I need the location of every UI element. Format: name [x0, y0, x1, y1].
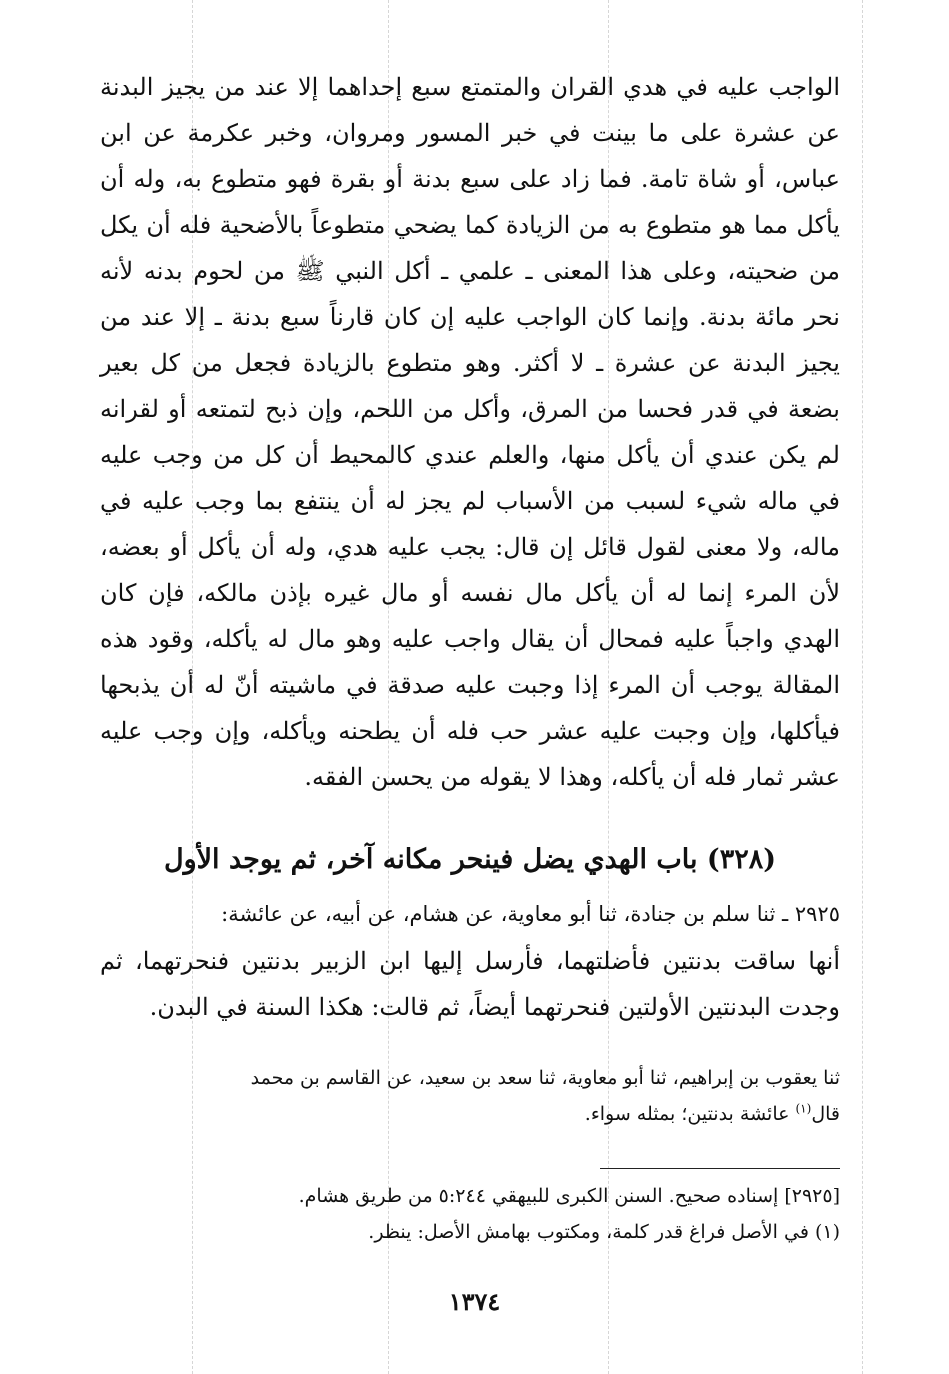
footnote-1: (١) في الأصل فراغ قدر كلمة، ومكتوب بهامش الأصل: ينظر. — [368, 1221, 840, 1243]
footnotes — [100, 1178, 840, 1250]
scan-guide-line — [862, 0, 863, 1374]
hadith-matn: أنها ساقت بدنتين فأضلتهما، فأرسل إليها ابن الزبير بدنتين فنحرتهما، ثم وجدت البدنتين الأولتين فنحرتهما أيضاً، ثم قالت: هكذا السنة في البدن. — [100, 947, 840, 1021]
footnote-separator — [600, 1168, 840, 1169]
chain-line-1: ثنا يعقوب بن إبراهيم، ثنا أبو معاوية، ثنا سعد بن سعيد، عن القاسم بن محمد — [250, 1067, 840, 1089]
footnote-marker: (١) — [795, 1101, 812, 1116]
secondary-chain — [100, 1060, 840, 1132]
footnote-takhrij: [٢٩٢٥] إسناده صحيح. السنن الكبرى للبيهقي ٥:٢٤٤ من طريق هشام. — [298, 1185, 840, 1207]
hadith-isnad: ٢٩٢٥ ـ ثنا سلم بن جنادة، ثنا أبو معاوية، عن هشام، عن أبيه، عن عائشة: — [221, 902, 840, 926]
body-paragraph: الواجب عليه في هدي القران والمتمتع سبع إحداهما إلا عند من يجيز البدنة عن عشرة على ما بينت في خبر المسور ومروان، وخبر عكرمة عن ابن عباس، أو شاة تامة. فما زاد على سبع بدنة أو بقرة فهو متطوع به، وله أن يأكل مما هو متطوع به من الزيادة كما يضحي متطوعاً بالأضحية فله أن يكل من ضحيته، وعلى هذا المعنى ـ علمي ـ أكل النبي ﷺ من لحوم بدنه لأنه نحر مائة بدنة. وإنما كان الواجب عليه إن كان قارناً سبع بدنة ـ إلا عند من يجيز البدنة عن عشرة ـ لا أكثر. وهو متطوع بالزيادة فجعل من كل بعير بضعة في قدر فحسا من المرق، وأكل من اللحم، وإن ذبح لتمتعه أو لقرانه لم يكن عندي أن يأكل منها، والعلم عندي كالمحيط أن كل من وجب عليه في ماله شيء لسبب من الأسباب لم يجز له أن ينتفع بما وجب عليه في ماله، ولا معنى لقول قائل إن قال: يجب عليه هدي، وله أن يأكل أو بعضه، لأن المرء إنما له أن يأكل مال نفسه أو مال غيره بإذن مالكه، فإن كان الهدي واجباً عليه فمحال أن يقال واجب عليه وهو مال له يأكله، وقود هذه المقالة يوجب أن المرء إذا وجبت عليه صدقة في ماشيته أنّ له أن يذبحها فيأكلها، وإن وجبت عليه عشر حب فله أن يطحنه ويأكله، وإن وجب عليه عشر ثمار فله أن يأكله، وهذا لا يقوله من يحسن الفقه. — [100, 73, 840, 791]
page-number: ١٣٧٤ — [448, 1287, 501, 1316]
chain-qal: قال — [811, 1103, 840, 1125]
chain-line-2: عائشة بدنتين؛ بمثله سواء. — [584, 1103, 796, 1125]
section-heading: (٣٢٨) باب الهدي يضل فينحر مكانه آخر، ثم يوجد الأول — [164, 844, 776, 875]
